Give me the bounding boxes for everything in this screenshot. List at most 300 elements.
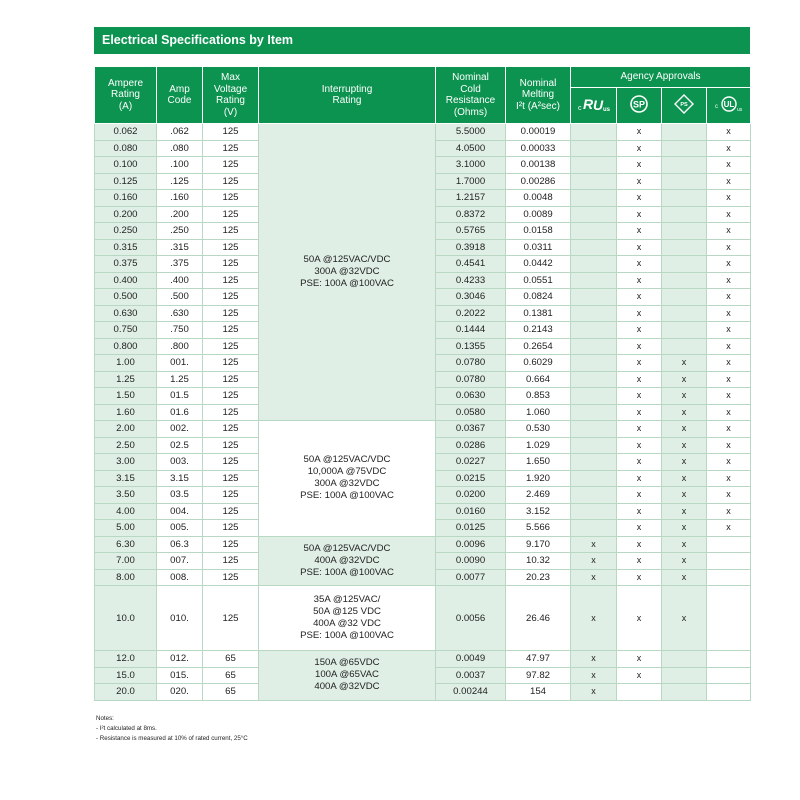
interrupting-rating-cell: [259, 536, 436, 586]
header-nominal-cold-resistance: [436, 67, 506, 124]
ampere-rating-cell: 1.25: [95, 371, 157, 388]
agency-approval-cell: x: [617, 454, 662, 471]
ampere-rating-cell: 8.00: [95, 569, 157, 586]
agency-approval-cell: [571, 520, 617, 537]
melting-i2t-cell: 0.00286: [506, 173, 571, 190]
agency-approval-cell: [571, 421, 617, 438]
ampere-rating-cell: 0.630: [95, 305, 157, 322]
ampere-rating-cell: 15.0: [95, 667, 157, 684]
melting-i2t-cell: 5.566: [506, 520, 571, 537]
ampere-rating-cell: 0.250: [95, 223, 157, 240]
agency-approval-cell: [571, 272, 617, 289]
interrupting-rating-cell: [259, 421, 436, 537]
agency-approval-cell: x: [571, 586, 617, 651]
header-agency-approvals: Agency Approvals: [571, 67, 751, 88]
ampere-rating-cell: 1.50: [95, 388, 157, 405]
agency-approval-cell: x: [707, 322, 751, 339]
header-ampere-rating: [95, 67, 157, 124]
melting-i2t-cell: 0.00019: [506, 124, 571, 141]
agency-approval-cell: [707, 553, 751, 570]
agency-approval-cell: x: [617, 305, 662, 322]
melting-i2t-cell: 0.00033: [506, 140, 571, 157]
interrupting-rating-cell: [259, 586, 436, 651]
cold-resistance-cell: 0.0077: [436, 569, 506, 586]
agency-approval-cell: x: [707, 190, 751, 207]
ampere-rating-cell: 3.15: [95, 470, 157, 487]
agency-approval-cell: x: [662, 404, 707, 421]
agency-approval-cell: x: [707, 421, 751, 438]
agency-approval-cell: [707, 569, 751, 586]
agency-approval-cell: x: [617, 487, 662, 504]
agency-approval-cell: x: [662, 586, 707, 651]
melting-i2t-cell: 97.82: [506, 667, 571, 684]
agency-approval-cell: [662, 239, 707, 256]
melting-i2t-cell: 154: [506, 684, 571, 701]
agency-approval-cell: x: [662, 569, 707, 586]
agency-approval-cell: [571, 223, 617, 240]
max-voltage-cell: 125: [203, 421, 259, 438]
electrical-specifications-table: [94, 66, 751, 701]
header-max-voltage: [203, 67, 259, 124]
max-voltage-cell: 65: [203, 651, 259, 668]
agency-approval-cell: x: [617, 404, 662, 421]
max-voltage-cell: 125: [203, 140, 259, 157]
cold-resistance-cell: 0.1444: [436, 322, 506, 339]
cold-resistance-cell: 1.2157: [436, 190, 506, 207]
table-row: [95, 124, 751, 141]
agency-approval-cell: x: [617, 355, 662, 372]
cold-resistance-cell: 0.0125: [436, 520, 506, 537]
ampere-rating-cell: 0.080: [95, 140, 157, 157]
cold-resistance-cell: 0.0367: [436, 421, 506, 438]
agency-approval-cell: x: [662, 371, 707, 388]
ampere-rating-cell: 0.062: [95, 124, 157, 141]
agency-approval-cell: x: [662, 421, 707, 438]
agency-approval-cell: [662, 223, 707, 240]
cold-resistance-cell: 0.0780: [436, 355, 506, 372]
agency-approval-cell: x: [707, 470, 751, 487]
max-voltage-cell: 125: [203, 437, 259, 454]
header-line: Resistance: [445, 95, 496, 106]
agency-approval-cell: x: [617, 289, 662, 306]
melting-i2t-cell: 47.97: [506, 651, 571, 668]
agency-approval-cell: x: [617, 536, 662, 553]
agency-approval-cell: [571, 322, 617, 339]
amp-code-cell: 03.5: [157, 487, 203, 504]
agency-approval-cell: [662, 289, 707, 306]
agency-approval-cell: x: [707, 173, 751, 190]
melting-i2t-cell: 0.853: [506, 388, 571, 405]
melting-i2t-cell: 0.6029: [506, 355, 571, 372]
agency-approval-cell: x: [617, 190, 662, 207]
agency-approval-cell: x: [707, 140, 751, 157]
agency-approval-cell: [571, 206, 617, 223]
cold-resistance-cell: 0.0215: [436, 470, 506, 487]
agency-approval-cell: x: [707, 305, 751, 322]
max-voltage-cell: 125: [203, 454, 259, 471]
agency-approval-cell: [571, 173, 617, 190]
agency-approval-cell: [707, 586, 751, 651]
max-voltage-cell: 125: [203, 371, 259, 388]
max-voltage-cell: 125: [203, 206, 259, 223]
svg-text:PS: PS: [680, 101, 688, 108]
agency-approval-cell: x: [617, 371, 662, 388]
max-voltage-cell: 65: [203, 684, 259, 701]
interrupting-rating-line: 100A @65VAC: [315, 669, 379, 681]
cold-resistance-cell: 0.2022: [436, 305, 506, 322]
agency-approval-cell: [571, 190, 617, 207]
cold-resistance-cell: 0.0286: [436, 437, 506, 454]
ampere-rating-cell: 12.0: [95, 651, 157, 668]
agency-approval-cell: [662, 667, 707, 684]
agency-approval-cell: x: [617, 569, 662, 586]
agency-approval-cell: [662, 256, 707, 273]
cold-resistance-cell: 0.4233: [436, 272, 506, 289]
max-voltage-cell: 125: [203, 536, 259, 553]
melting-i2t-cell: 0.0311: [506, 239, 571, 256]
max-voltage-cell: 125: [203, 404, 259, 421]
max-voltage-cell: 125: [203, 569, 259, 586]
interrupting-rating-line: 10,000A @75VDC: [307, 466, 387, 478]
amp-code-cell: .200: [157, 206, 203, 223]
max-voltage-cell: 125: [203, 305, 259, 322]
agency-approval-cell: [571, 157, 617, 174]
cold-resistance-cell: 0.8372: [436, 206, 506, 223]
agency-approval-cell: [571, 124, 617, 141]
max-voltage-cell: 125: [203, 355, 259, 372]
agency-approval-cell: [662, 651, 707, 668]
melting-i2t-cell: 1.650: [506, 454, 571, 471]
amp-code-cell: 3.15: [157, 470, 203, 487]
agency-approval-cell: x: [571, 667, 617, 684]
header-line: Nominal: [452, 72, 489, 83]
cold-resistance-cell: 0.0227: [436, 454, 506, 471]
agency-approval-cell: x: [617, 322, 662, 339]
header-line: Ampere: [107, 77, 143, 89]
header-interrupting-rating: [259, 67, 436, 124]
agency-approval-cell: x: [707, 272, 751, 289]
amp-code-cell: 020.: [157, 684, 203, 701]
agency-approval-cell: x: [707, 256, 751, 273]
amp-code-cell: .160: [157, 190, 203, 207]
agency-approval-cell: [662, 305, 707, 322]
header-line: Max: [221, 72, 240, 83]
ampere-rating-cell: 0.800: [95, 338, 157, 355]
melting-i2t-cell: 1.060: [506, 404, 571, 421]
amp-code-cell: .315: [157, 239, 203, 256]
max-voltage-cell: 125: [203, 157, 259, 174]
amp-code-cell: .630: [157, 305, 203, 322]
amp-code-cell: .125: [157, 173, 203, 190]
cold-resistance-cell: 0.4541: [436, 256, 506, 273]
melting-i2t-cell: 0.0551: [506, 272, 571, 289]
agency-approval-cell: x: [617, 124, 662, 141]
melting-i2t-cell: 0.2654: [506, 338, 571, 355]
melting-i2t-cell: 3.152: [506, 503, 571, 520]
header-line: Amp: [169, 83, 190, 95]
agency-approval-cell: x: [571, 536, 617, 553]
agency-approval-cell: x: [617, 470, 662, 487]
agency-approval-cell: x: [617, 553, 662, 570]
max-voltage-cell: 125: [203, 322, 259, 339]
agency-approval-cell: x: [707, 503, 751, 520]
cold-resistance-cell: 0.0630: [436, 388, 506, 405]
notes: [96, 714, 248, 744]
amp-code-cell: .062: [157, 124, 203, 141]
ampere-rating-cell: 0.400: [95, 272, 157, 289]
amp-code-cell: 015.: [157, 667, 203, 684]
agency-approval-cell: x: [662, 520, 707, 537]
amp-code-cell: .100: [157, 157, 203, 174]
svg-text:SP: SP: [632, 99, 646, 110]
agency-approval-cell: x: [662, 437, 707, 454]
max-voltage-cell: 125: [203, 586, 259, 651]
agency-approval-cell: x: [707, 338, 751, 355]
ampere-rating-cell: 0.750: [95, 322, 157, 339]
agency-approval-cell: [662, 124, 707, 141]
agency-approval-cell: x: [617, 667, 662, 684]
interrupting-rating-line: 150A @65VDC: [314, 657, 380, 669]
max-voltage-cell: 125: [203, 289, 259, 306]
agency-approval-cell: x: [707, 454, 751, 471]
amp-code-cell: .400: [157, 272, 203, 289]
svg-text:us: us: [736, 106, 742, 113]
ul-recognized-icon: [571, 88, 617, 124]
header-line: Cold: [460, 83, 481, 95]
agency-approval-cell: [571, 454, 617, 471]
agency-approval-cell: [571, 305, 617, 322]
agency-approval-cell: x: [571, 569, 617, 586]
cold-resistance-cell: 4.0500: [436, 140, 506, 157]
max-voltage-cell: 125: [203, 553, 259, 570]
agency-approval-cell: x: [617, 256, 662, 273]
cold-resistance-cell: 0.3046: [436, 289, 506, 306]
agency-approval-cell: [571, 140, 617, 157]
max-voltage-cell: 125: [203, 190, 259, 207]
agency-approval-cell: x: [617, 239, 662, 256]
agency-approval-cell: x: [617, 173, 662, 190]
table-row: [95, 651, 751, 668]
amp-code-cell: .250: [157, 223, 203, 240]
interrupting-rating-line: 300A @32VDC: [314, 478, 380, 490]
agency-approval-cell: x: [617, 223, 662, 240]
interrupting-rating-line: 400A @32VDC: [314, 554, 380, 566]
agency-approval-cell: x: [707, 355, 751, 372]
agency-approval-cell: [662, 272, 707, 289]
agency-approval-cell: x: [662, 487, 707, 504]
agency-approval-cell: x: [707, 124, 751, 141]
agency-approval-cell: x: [707, 437, 751, 454]
agency-approval-cell: x: [571, 553, 617, 570]
agency-approval-cell: [662, 173, 707, 190]
svg-text:R: R: [582, 95, 593, 112]
agency-approval-cell: x: [617, 520, 662, 537]
cold-resistance-cell: 5.5000: [436, 124, 506, 141]
cold-resistance-cell: 3.1000: [436, 157, 506, 174]
agency-approval-cell: x: [617, 388, 662, 405]
header-line: Rating: [111, 89, 140, 101]
svg-text:U: U: [592, 96, 603, 113]
melting-i2t-cell: 0.00138: [506, 157, 571, 174]
interrupting-rating-line: 50A @125 VDC: [313, 606, 381, 617]
cold-resistance-cell: 0.00244: [436, 684, 506, 701]
agency-approval-cell: [662, 338, 707, 355]
cold-resistance-cell: 0.3918: [436, 239, 506, 256]
notes-line: - Resistance is measured at 10% of rated current, 25°C: [96, 735, 248, 742]
agency-approval-cell: x: [662, 454, 707, 471]
max-voltage-cell: 125: [203, 173, 259, 190]
header-line: (V): [223, 106, 238, 118]
amp-code-cell: 02.5: [157, 437, 203, 454]
cold-resistance-cell: 1.7000: [436, 173, 506, 190]
agency-approval-cell: [617, 684, 662, 701]
agency-approval-cell: [707, 651, 751, 668]
melting-i2t-cell: 0.1381: [506, 305, 571, 322]
interrupting-rating-line: 50A @125VAC/VDC: [303, 542, 391, 554]
agency-approval-cell: [571, 503, 617, 520]
interrupting-rating-line: 300A @32VDC: [314, 266, 380, 277]
max-voltage-cell: 125: [203, 223, 259, 240]
ampere-rating-cell: 0.315: [95, 239, 157, 256]
agency-approval-cell: [571, 338, 617, 355]
header-amp-code: [157, 67, 203, 124]
interrupting-rating-cell: [259, 651, 436, 701]
agency-approval-cell: [707, 536, 751, 553]
pse-icon: [662, 88, 707, 124]
amp-code-cell: .500: [157, 289, 203, 306]
amp-code-cell: .375: [157, 256, 203, 273]
ampere-rating-cell: 0.200: [95, 206, 157, 223]
ampere-rating-cell: 3.00: [95, 454, 157, 471]
agency-approval-cell: [571, 355, 617, 372]
max-voltage-cell: 125: [203, 503, 259, 520]
ampere-rating-cell: 20.0: [95, 684, 157, 701]
melting-i2t-cell: 0.530: [506, 421, 571, 438]
ampere-rating-cell: 2.00: [95, 421, 157, 438]
cold-resistance-cell: 0.0037: [436, 667, 506, 684]
ampere-rating-cell: 3.50: [95, 487, 157, 504]
melting-i2t-cell: 0.0089: [506, 206, 571, 223]
agency-approval-cell: x: [707, 289, 751, 306]
max-voltage-cell: 65: [203, 667, 259, 684]
melting-i2t-cell: 0.0824: [506, 289, 571, 306]
interrupting-rating-line: PSE: 100A @100VAC: [300, 490, 394, 502]
header-line: (Ohms): [453, 106, 488, 118]
agency-approval-cell: x: [707, 487, 751, 504]
interrupting-rating-line: PSE: 100A @100VAC: [300, 566, 394, 578]
amp-code-cell: .750: [157, 322, 203, 339]
header-line: Melting: [521, 89, 555, 101]
max-voltage-cell: 125: [203, 388, 259, 405]
amp-code-cell: 012.: [157, 651, 203, 668]
melting-i2t-cell: 0.0048: [506, 190, 571, 207]
ampere-rating-cell: 1.60: [95, 404, 157, 421]
notes-heading: Notes:: [96, 715, 114, 722]
agency-approval-cell: x: [707, 404, 751, 421]
agency-approval-cell: x: [617, 437, 662, 454]
melting-i2t-cell: 1.029: [506, 437, 571, 454]
agency-approval-cell: x: [617, 651, 662, 668]
melting-i2t-cell: 0.2143: [506, 322, 571, 339]
interrupting-rating-line: 50A @125VAC/VDC: [303, 454, 391, 466]
agency-approval-cell: x: [617, 140, 662, 157]
ampere-rating-cell: 0.500: [95, 289, 157, 306]
cold-resistance-cell: 0.0096: [436, 536, 506, 553]
agency-approval-cell: x: [617, 338, 662, 355]
table-row: [95, 536, 751, 553]
agency-approval-cell: x: [571, 684, 617, 701]
amp-code-cell: 007.: [157, 553, 203, 570]
cold-resistance-cell: 0.5765: [436, 223, 506, 240]
header-nominal-melting: [506, 67, 571, 124]
melting-i2t-cell: 2.469: [506, 487, 571, 504]
amp-code-cell: 010.: [157, 586, 203, 651]
ampere-rating-cell: 2.50: [95, 437, 157, 454]
amp-code-cell: 002.: [157, 421, 203, 438]
agency-approval-cell: x: [707, 371, 751, 388]
agency-approval-cell: x: [617, 206, 662, 223]
agency-approval-cell: [571, 404, 617, 421]
ampere-rating-cell: 0.375: [95, 256, 157, 273]
table-title: Electrical Specifications by Item: [94, 27, 750, 54]
agency-approval-cell: x: [707, 206, 751, 223]
agency-approval-cell: [707, 667, 751, 684]
agency-approval-cell: [571, 239, 617, 256]
ampere-rating-cell: 1.00: [95, 355, 157, 372]
agency-approval-cell: x: [707, 520, 751, 537]
agency-approval-cell: x: [617, 421, 662, 438]
amp-code-cell: 1.25: [157, 371, 203, 388]
agency-approval-cell: x: [571, 651, 617, 668]
interrupting-rating-line: 400A @32 VDC: [313, 618, 381, 629]
notes-line: - I²t calculated at 8ms.: [96, 725, 157, 732]
interrupting-rating-line: 50A @125VAC/VDC: [303, 254, 391, 265]
max-voltage-cell: 125: [203, 470, 259, 487]
agency-approval-cell: [662, 322, 707, 339]
ampere-rating-cell: 6.30: [95, 536, 157, 553]
melting-i2t-cell: 26.46: [506, 586, 571, 651]
melting-i2t-cell: 0.664: [506, 371, 571, 388]
agency-approval-cell: x: [707, 239, 751, 256]
agency-approval-cell: x: [707, 388, 751, 405]
agency-approval-cell: [662, 190, 707, 207]
cold-resistance-cell: 0.0200: [436, 487, 506, 504]
header-line: I²t (A²sec): [516, 100, 560, 112]
interrupting-rating-line: PSE: 100A @100VAC: [300, 278, 394, 289]
cold-resistance-cell: 0.0049: [436, 651, 506, 668]
agency-approval-cell: x: [662, 536, 707, 553]
amp-code-cell: 01.6: [157, 404, 203, 421]
max-voltage-cell: 125: [203, 256, 259, 273]
agency-approval-cell: [571, 289, 617, 306]
interrupting-rating-line: PSE: 100A @100VAC: [300, 630, 394, 641]
agency-approval-cell: [707, 684, 751, 701]
amp-code-cell: .080: [157, 140, 203, 157]
melting-i2t-cell: 9.170: [506, 536, 571, 553]
amp-code-cell: .800: [157, 338, 203, 355]
amp-code-cell: 001.: [157, 355, 203, 372]
svg-text:UL: UL: [723, 99, 734, 109]
cold-resistance-cell: 0.0090: [436, 553, 506, 570]
agency-approval-cell: [571, 470, 617, 487]
agency-approval-cell: [662, 140, 707, 157]
agency-approval-cell: x: [662, 503, 707, 520]
header-line: Rating: [332, 95, 362, 106]
amp-code-cell: 004.: [157, 503, 203, 520]
max-voltage-cell: 125: [203, 124, 259, 141]
header-line: Code: [167, 95, 192, 106]
cold-resistance-cell: 0.0056: [436, 586, 506, 651]
